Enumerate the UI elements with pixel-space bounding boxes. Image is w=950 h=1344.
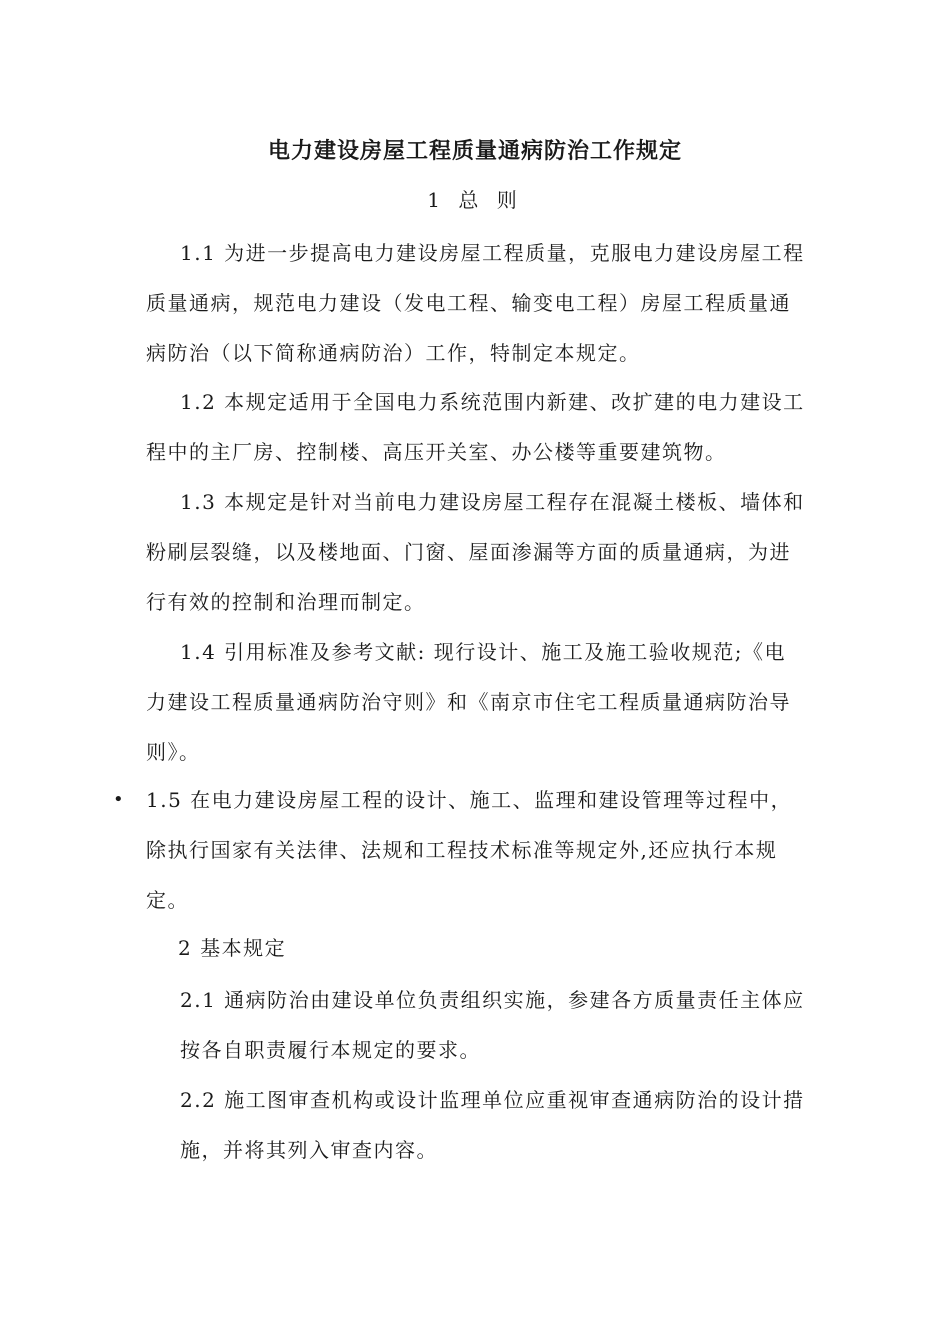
paragraph-2-1: 2.1 通病防治由建设单位负责组织实施，参建各方质量责任主体应按各自职责履行本规定的要求。: [180, 988, 805, 1062]
paragraph-1-1: 1.1 为进一步提高电力建设房屋工程质量，克服电力建设房屋工程质量通病，规范电力建设（发电工程、输变电工程）房屋工程质量通病防治（以下简称通病防治）工作，特制定本规定。: [146, 241, 805, 365]
chapter-2-heading: 2 基本规定: [178, 936, 287, 960]
paragraph-1-4: 1.4 引用标准及参考文献: 现行设计、施工及施工验收规范;《电力建设工程质量通病防治守则》和《南京市住宅工程质量通病防治导则》。: [146, 640, 791, 764]
chapter-1-heading: 1 总 则: [427, 188, 523, 212]
paragraph-2-2: 2.2 施工图审查机构或设计监理单位应重视审查通病防治的设计措施，并将其列入审查内容。: [180, 1088, 805, 1162]
list-bullet: •: [113, 789, 124, 810]
paragraph-1-5: 1.5 在电力建设房屋工程的设计、施工、监理和建设管理等过程中，除执行国家有关法律、法规和工程技术标准等规定外,还应执行本规定。: [146, 788, 793, 912]
paragraph-1-3: 1.3 本规定是针对当前电力建设房屋工程存在混凝土楼板、墙体和粉刷层裂缝，以及楼地面、门窗、屋面渗漏等方面的质量通病，为进行有效的控制和治理而制定。: [146, 490, 805, 614]
document-title: 电力建设房屋工程质量通病防治工作规定: [267, 138, 682, 164]
paragraph-1-2: 1.2 本规定适用于全国电力系统范围内新建、改扩建的电力建设工程中的主厂房、控制楼、高压开关室、办公楼等重要建筑物。: [146, 390, 805, 464]
